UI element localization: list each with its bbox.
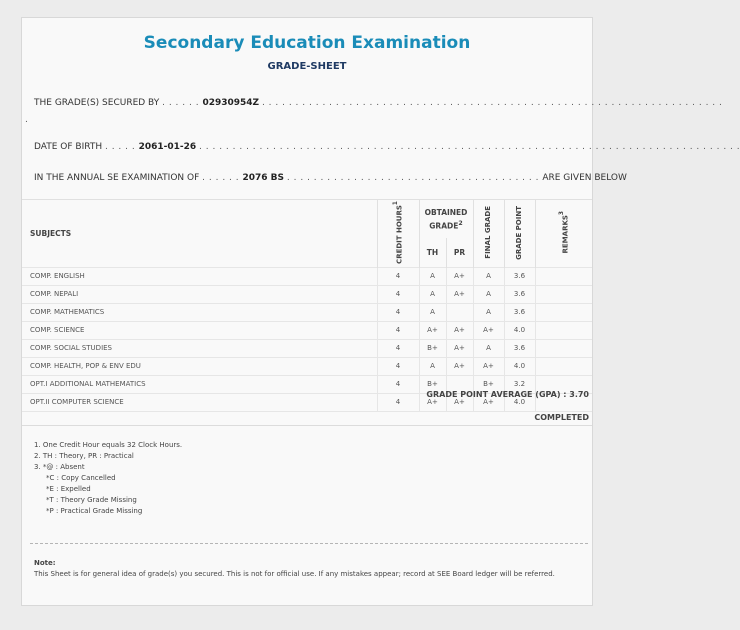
subject-cell: COMP. SCIENCE — [22, 321, 377, 339]
final-cell: A — [473, 267, 504, 285]
gp-cell: 3.6 — [504, 339, 535, 357]
gp-cell: 4.0 — [504, 357, 535, 375]
subject-cell: OPT.II COMPUTER SCIENCE — [22, 393, 377, 411]
subject-cell: COMP. HEALTH, POP & ENV EDU — [22, 357, 377, 375]
pr-cell: A+ — [446, 339, 473, 357]
page-subtitle: GRADE-SHEET — [267, 61, 347, 72]
table-row — [22, 357, 592, 375]
final-cell: B+ — [473, 375, 504, 393]
remarks-cell — [535, 321, 592, 339]
credit-cell: 4 — [377, 339, 419, 357]
secured-by-line: THE GRADE(S) SECURED BY . . . . . . 02930954Z . . . . . . . . . . . . . . . . . . . . . . . . . . . . . . . . . . . . . . . . . . . . . . . . . . . . . . . . . . . . . . . . . . . . . — [34, 98, 723, 108]
th-cell: A — [419, 285, 446, 303]
pr-cell: A+ — [446, 285, 473, 303]
dashed-divider — [30, 543, 588, 544]
credit-cell: 4 — [377, 285, 419, 303]
gp-cell: 3.6 — [504, 285, 535, 303]
final-cell: A — [473, 303, 504, 321]
subject-cell: COMP. MATHEMATICS — [22, 303, 377, 321]
footnotes — [34, 440, 182, 517]
remarks-cell — [535, 267, 592, 285]
final-cell: A+ — [473, 393, 504, 411]
col-credit-hours: CREDIT HOURS$^1$ — [377, 200, 419, 268]
credit-cell: 4 — [377, 375, 419, 393]
gp-cell: 4.0 — [504, 393, 535, 411]
footnote: *P : Practical Grade Missing — [46, 507, 143, 515]
note-text: This Sheet is for general idea of grade(s) you secured. This is not for official use. If any mistakes appear; record at SEE Board ledger will be referred. — [34, 570, 555, 578]
pr-cell: A+ — [446, 267, 473, 285]
footnote: 2. TH : Theory, PR : Practical — [34, 452, 134, 460]
pr-cell: A+ — [446, 393, 473, 411]
credit-cell: 4 — [377, 321, 419, 339]
subject-cell: OPT.I ADDITIONAL MATHEMATICS — [22, 375, 377, 393]
credit-cell: 4 — [377, 303, 419, 321]
table-row — [22, 285, 592, 303]
table-row — [22, 303, 592, 321]
subject-cell: COMP. SOCIAL STUDIES — [22, 339, 377, 357]
final-cell: A — [473, 339, 504, 357]
col-final-grade: FINAL GRADE — [473, 200, 504, 268]
table-row — [22, 339, 592, 357]
remarks-cell — [535, 357, 592, 375]
remarks-cell — [535, 339, 592, 357]
final-cell: A+ — [473, 321, 504, 339]
exam-line: IN THE ANNUAL SE EXAMINATION OF . . . . . . 2076 BS . . . . . . . . . . . . . . . . . . . . . . . . . . . . . . . . . . . . . . ARE GIVEN BELOW — [34, 173, 627, 183]
th-cell: A — [419, 267, 446, 285]
grades-table — [22, 199, 592, 412]
divider — [22, 425, 592, 426]
credit-cell: 4 — [377, 267, 419, 285]
final-cell: A — [473, 285, 504, 303]
dob-line: DATE OF BIRTH . . . . . 2061-01-26 . . . . . . . . . . . . . . . . . . . . . . . . . . . . . . . . . . . . . . . . . . . . . . . . . . . . . . . . . . . . . . . . . . . . . . . . . . . . . . . . . — [34, 142, 740, 152]
subject-cell: COMP. NEPALI — [22, 285, 377, 303]
gp-cell: 4.0 — [504, 321, 535, 339]
col-subjects: SUBJECTS — [22, 200, 377, 268]
exam-year: 2076 BS — [242, 173, 285, 183]
final-cell: A+ — [473, 357, 504, 375]
leader-dot: . — [25, 115, 28, 125]
th-cell: A — [419, 357, 446, 375]
gpa-text: GRADE POINT AVERAGE (GPA) : 3.70 — [426, 390, 589, 399]
note-label: Note: — [34, 559, 56, 567]
th-cell: B+ — [419, 339, 446, 357]
gp-cell: 3.6 — [504, 267, 535, 285]
col-pr: PR — [446, 238, 473, 268]
th-cell: B+ — [419, 375, 446, 393]
grade-sheet — [21, 17, 740, 606]
pr-cell: A+ — [446, 321, 473, 339]
table-row — [22, 321, 592, 339]
gp-cell: 3.2 — [504, 375, 535, 393]
dob-label: DATE OF BIRTH — [34, 142, 103, 152]
footnote: *E : Expelled — [46, 485, 91, 493]
pr-cell: A+ — [446, 357, 473, 375]
th-cell: A+ — [419, 393, 446, 411]
exam-label: IN THE ANNUAL SE EXAMINATION OF — [34, 173, 200, 183]
symbol-number: 02930954Z — [202, 98, 260, 108]
th-cell: A — [419, 303, 446, 321]
col-th: TH — [419, 238, 446, 268]
status-text: COMPLETED — [534, 413, 589, 422]
col-remarks: REMARKS$^3$ — [535, 200, 592, 268]
footnote: *T : Theory Grade Missing — [46, 496, 137, 504]
dob-value: 2061-01-26 — [138, 142, 197, 152]
footnote: 1. One Credit Hour equals 32 Clock Hours. — [34, 441, 183, 449]
subject-cell: COMP. ENGLISH — [22, 267, 377, 285]
secured-by-label: THE GRADE(S) SECURED BY — [34, 98, 160, 108]
th-cell: A+ — [419, 321, 446, 339]
col-grade-point: GRADE POINT — [504, 200, 535, 268]
page-title: Secondary Education Examination — [143, 33, 471, 53]
given-below-text: ARE GIVEN BELOW — [542, 173, 627, 183]
col-obtained-grade: OBTAINED GRADE$^2$ — [419, 200, 473, 238]
credit-cell: 4 — [377, 357, 419, 375]
remarks-cell — [535, 303, 592, 321]
pr-cell — [446, 303, 473, 321]
remarks-cell — [535, 285, 592, 303]
credit-cell: 4 — [377, 393, 419, 411]
table-row — [22, 267, 592, 285]
gp-cell: 3.6 — [504, 303, 535, 321]
footnote: 3. *@ : Absent — [34, 463, 85, 471]
footnote: *C : Copy Cancelled — [46, 474, 116, 482]
